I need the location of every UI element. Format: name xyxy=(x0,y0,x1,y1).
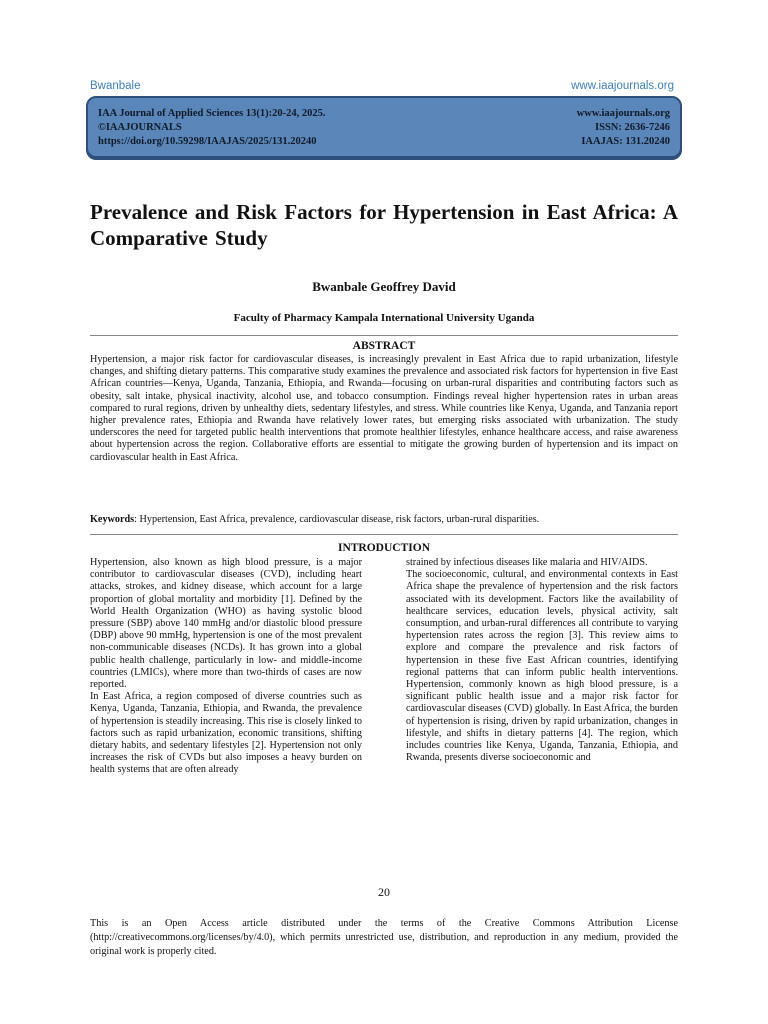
article-author: Bwanbale Geoffrey David xyxy=(312,279,456,294)
intro-paragraph: The socioeconomic, cultural, and environmental contexts in East Africa shape the prevalence of hypertension and the risk factors associated with its development. Factors like the availability of healthcare services, education levels, physical activity, salt consumption, and urban-rural differences all contribute to varying hypertension rates across the region [3]. This review aims to explore and compare the prevalence and risk factors of hypertension in these five East African countries, identifying regional patterns that can inform public health interventions. Hypertension, commonly known as high blood pressure, is a significant public health issue and a major risk factor for cardiovascular diseases (CVD) globally. In East Africa, the burden of hypertension is rising, driven by rapid urbanization, changes in lifestyle, and shifts in dietary patterns [4]. The region, which includes countries like Kenya, Uganda, Tanzania, Ethiopia, and Rwanda, presents diverse socioeconomic and xyxy=(406,569,678,764)
keywords-list: : Hypertension, East Africa, prevalence, cardiovascular disease, risk factors, urban-rural disparities. xyxy=(134,514,540,525)
page-number: 20 xyxy=(378,885,390,899)
journal-citation: IAA Journal of Applied Sciences 13(1):20-24, 2025. xyxy=(98,108,326,119)
intro-paragraph: Hypertension, also known as high blood pressure, is a major contributor to cardiovascular diseases (CVD), including heart attacks, strokes, and kidney disease, which account for a large proportion of global mortality and morbidity [1]. Defined by the World Health Organization (WHO) as having systolic blood pressure (SBP) above 140 mmHg and/or diastolic blood pressure (DBP) above 90 mmHg, hypertension is one of the most prevalent non-communicable diseases (NCDs). It has grown into a global public health challenge, particularly in low- and middle-income countries (LMICs), where more than two-thirds of cases are now reported. xyxy=(90,557,362,691)
article-affiliation: Faculty of Pharmacy Kampala International University Uganda xyxy=(233,312,535,324)
journal-website[interactable]: www.iaajournals.org xyxy=(576,108,670,119)
introduction-heading: INTRODUCTION xyxy=(337,542,430,554)
banner-row-1 xyxy=(98,107,670,121)
abstract-top-divider xyxy=(90,335,678,336)
journal-issn: ISSN: 2636-7246 xyxy=(595,122,670,133)
header-brand: Bwanbale xyxy=(90,80,141,92)
abstract-text: Hypertension, a major risk factor for cardiovascular diseases, is increasingly prevalent in East Africa due to rapid urbanization, lifestyle changes, and shifting dietary patterns. This comparative study examines the prevalence and associated risk factors for hypertension in five East African countries—Kenya, Uganda, Tanzania, Ethiopia, and Rwanda—focusing on urban-rural disparities and contributing factors such as obesity, salt intake, physical inactivity, alcohol use, and tobacco consumption. Findings reveal higher hypertension rates in urban areas compared to rural regions, driven by unhealthy diets, sedentary lifestyles, and stress. While countries like Kenya, Uganda, and Tanzania report higher prevalence rates, Ethiopia and Rwanda have relatively lower rates, but emerging risks associated with urbanization. The study underscores the need for targeted public health interventions that promote healthier lifestyles, enhance healthcare access, and raise awareness about hypertension across the region. Collaborative efforts are essential to mitigate the growing burden of hypertension and its impact on cardiovascular health in East Africa. xyxy=(90,354,678,463)
journal-doi-link[interactable]: https://doi.org/10.59298/IAAJAS/2025/131.20240 xyxy=(98,136,317,147)
header-url-link[interactable]: www.iaajournals.org xyxy=(571,80,674,92)
journal-iaajas-id: IAAJAS: 131.20240 xyxy=(581,136,670,147)
left-column xyxy=(90,557,362,777)
intro-paragraph: In East Africa, a region composed of diverse countries such as Kenya, Uganda, Tanzania, Ethiopia, and Rwanda, the prevalence of hypertension is steadily increasing. This rise is closely linked to factors such as rapid urbanization, economic transitions, shifting dietary habits, and sedentary lifestyles [2]. Hypertension not only increases the risk of CVDs but also imposes a heavy burden on health systems that are often already xyxy=(90,691,362,776)
keywords-label: Keywords xyxy=(90,514,135,525)
journal-banner xyxy=(86,96,682,158)
intro-top-divider xyxy=(90,534,678,535)
license-footer: This is an Open Access article distributed under the terms of the Creative Commons Attribution License (http://creativecommons.org/licenses/by/4.0), which permits unrestricted use, distribution, and reproduction in any medium, provided the original work is properly cited. xyxy=(90,918,678,957)
banner-row-2 xyxy=(98,121,670,135)
article-title: Prevalence and Risk Factors for Hypertension in East Africa: A Comparative Study xyxy=(90,200,678,250)
keywords-line xyxy=(90,514,678,526)
right-column xyxy=(406,557,678,764)
banner-row-3 xyxy=(98,135,670,149)
intro-paragraph: strained by infectious diseases like malaria and HIV/AIDS. xyxy=(406,557,648,568)
journal-copyright: ©IAAJOURNALS xyxy=(98,122,182,133)
abstract-heading: ABSTRACT xyxy=(352,340,416,352)
